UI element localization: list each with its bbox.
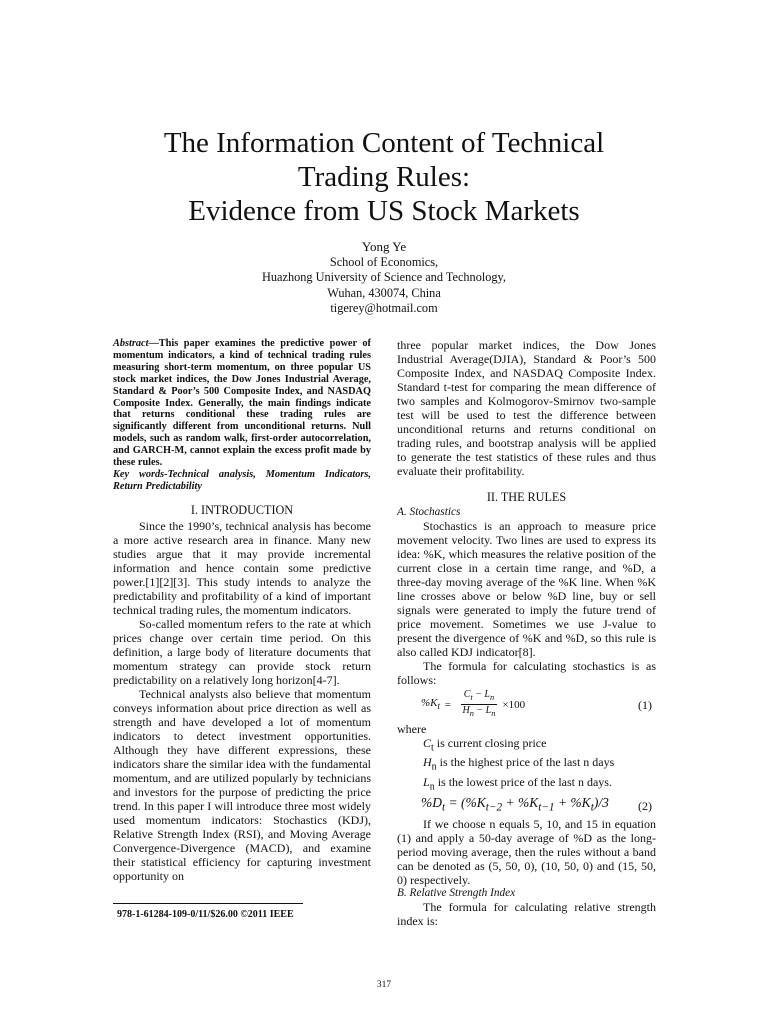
author-email: tigerey@hotmail.com — [330, 301, 438, 316]
stochastics-paragraph: Stochastics is an approach to measure price movement velocity. Two lines are used to express its idea: %K, which measures the relative position of the current close in a certain time range, and %D, a three-day moving average of the %K line. When %K line crosses above or below %D line, buy or sell signals were generated to imply the future trend of price movement. Sometimes we use J-value to present the divergence of %K and %D, so this rule is also called KDJ indicator[8]. — [397, 519, 656, 659]
right-column — [397, 338, 656, 928]
intro-paragraph-3: Technical analysts also believe that momentum conveys information about price direction as well as strength and have developed a lot of momentum indicators to detect investment opportunities. Although they have different expressions, these indicators share the similar idea with the fundamental momentum, and are utilized popularly by technicians and investors for the purpose of predicting the price trend. In this paper I will introduce three most widely used momentum indicators: Stochastics (KDJ), Relative Strength Index (RSI), and Moving Average Convergence-Divergence (MACD), and examine their statistical efficiency for capturing investment opportunity on — [113, 686, 371, 883]
title-line-2: Trading Rules: — [297, 161, 471, 193]
equation-1-number: (1) — [638, 697, 652, 712]
rule-parameters-paragraph: If we choose n equals 5, 10, and 15 in equation (1) and apply a 50-day average of %D as the long-period moving average, then the rules without a band can be denoted as (5, 50, 0), (10, 50, 0) and (15, 50, 0) respectively. — [397, 816, 656, 887]
equation-2-body: $\%D_t = (\%K_{t-2} + \%K_{t-1} + \%K_t)/3$ — [421, 795, 609, 814]
subsection-stochastics: A. Stochastics — [397, 506, 461, 518]
eq1-equals: = — [444, 698, 452, 711]
subsection-rsi: B. Relative Strength Index — [397, 886, 516, 899]
eq1-fraction — [459, 689, 498, 720]
intro-heading: I. INTRODUCTION — [190, 502, 294, 517]
eq1-denominator: $H_n - L_n$ — [462, 705, 496, 718]
title-line-1: The Information Content of Technical — [163, 127, 605, 159]
definition-close: $C_t$ is current closing price — [423, 736, 547, 754]
copyright-footnote: 978-1-61284-109-0/11/$26.00 ©2011 IEEE — [117, 909, 294, 920]
definition-high: $H_n$ is the highest price of the last n days — [423, 755, 615, 773]
eq1-numerator: $C_t - L_n$ — [461, 689, 497, 705]
footnote-rule — [113, 903, 303, 904]
keywords: Key words-Technical analysis, Momentum Indicators, Return Predictability — [113, 468, 371, 492]
right-paragraph-0: three popular market indices, the Dow Jones Industrial Average(DJIA), Standard & Poor’s 500 Composite Index, and NASDAQ Composite Index. Standard t-test for comparing the mean difference of two samples and Kolmogorov-Smirnov two-sample test will be used to test the difference between unconditional returns and returns conditional on trading rules, and bootstrap analysis will be applied to generate the test statistics of these rules and thus evaluate their profitability. — [397, 338, 656, 478]
author-affiliation-1: School of Economics, — [329, 255, 439, 269]
rsi-formula-intro: The formula for calculating relative strength index is: — [397, 899, 656, 928]
equation-1 — [397, 689, 656, 720]
where-label: where — [397, 722, 427, 736]
rules-heading: II. THE RULES — [486, 490, 567, 504]
title-line-3: Evidence from US Stock Markets — [188, 195, 580, 227]
intro-paragraph-2: So-called momentum refers to the rate at which prices change over certain time period. On this definition, a large body of literature documents that momentum strategy can provide stock return predictability on a relatively long horizon[4-7]. — [113, 616, 371, 687]
author-name: Yong Ye — [361, 239, 407, 254]
equation-2-number: (2) — [638, 798, 652, 813]
eq1-tail: ×100 — [502, 698, 526, 711]
abstract — [113, 338, 371, 469]
left-column — [113, 338, 371, 883]
abstract-label: Abstract — [113, 338, 149, 349]
eq1-lhs: $\%K_t$ — [421, 696, 441, 712]
author-address: Wuhan, 430074, China — [327, 285, 441, 300]
definition-low: $L_n$ is the lowest price of the last n days. — [423, 774, 612, 793]
author-affiliation-2: Huazhong University of Science and Technology, — [262, 270, 506, 285]
paper-title — [0, 126, 768, 228]
intro-paragraph-1: Since the 1990’s, technical analysis has become a more active research area in finance. Many new studies argue that it may provide incremental information and hence contain some predictive power.[1][2][3]. This study intends to analyze the predictability and profitability of a kind of important technical trading rules, the momentum indicators. — [113, 518, 371, 617]
equation-2 — [397, 796, 656, 815]
equation-1-body — [397, 689, 525, 720]
abstract-text: —This paper examines the predictive power of momentum indicators, a kind of technical trading rules measuring short-term momentum, on three popular US stock market indices, the Dow Jones Industrial Average, Standard & Poor’s 500 Composite Index, and NASDAQ Composite Index. Generally, the main findings indicate that returns conditional these trading rules are significantly different from unconditional returns. Null models, such as random walk, first-order autocorrelation, and GARCH-M, cannot explain the excess profit made by these rules. — [113, 338, 371, 469]
stochastics-formula-intro: The formula for calculating stochastics is as follows: — [397, 659, 656, 687]
page-number: 317 — [376, 980, 392, 990]
author-block — [0, 238, 768, 317]
